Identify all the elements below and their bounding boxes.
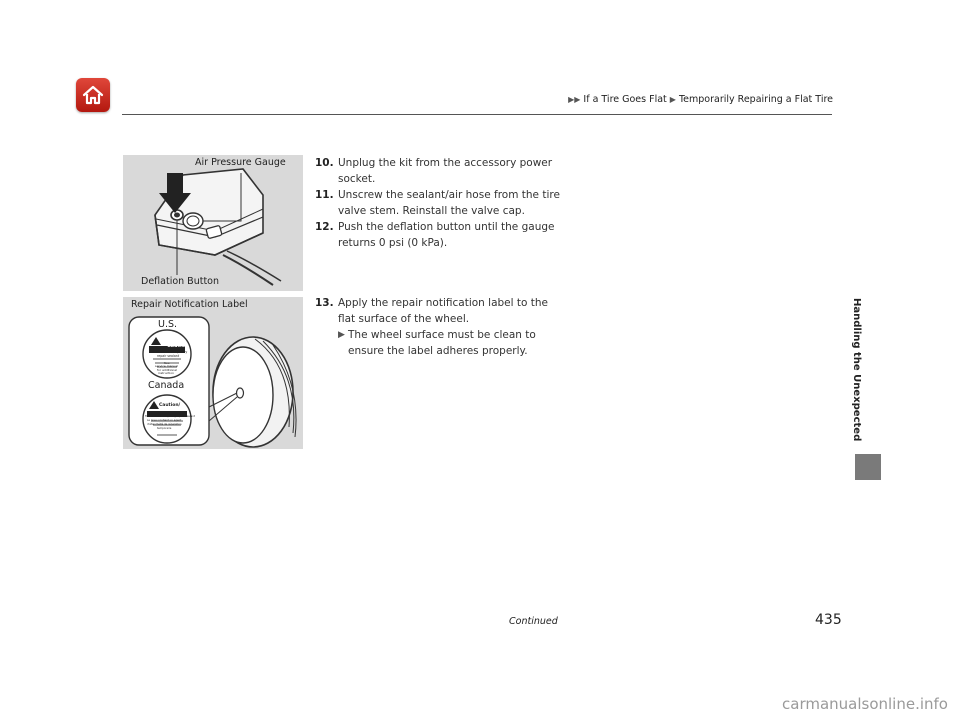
step-text: Unplug the kit from the accessory power socket.: [338, 157, 553, 185]
header-rule: [122, 114, 832, 115]
step-number: 13.: [315, 297, 334, 309]
deflation-button-label: Deflation Button: [141, 276, 220, 287]
note-text: The wheel surface must be clean to ensure the label adheres properly.: [348, 329, 536, 357]
step-number: 11.: [315, 189, 334, 201]
step-text: Push the deflation button until the gauge returns 0 psi (0 kPa).: [338, 221, 555, 249]
breadcrumb-item[interactable]: Temporarily Repairing a Flat Tire: [678, 94, 833, 105]
step-number: 10.: [315, 157, 334, 169]
air-pressure-gauge-label: Air Pressure Gauge: [195, 157, 286, 168]
step-11: [315, 187, 560, 219]
watermark: carmanualsonline.info: [782, 695, 948, 713]
step-note: [338, 327, 553, 359]
breadcrumb-item[interactable]: If a Tire Goes Flat: [583, 94, 667, 105]
us-sticker-line: Tire contains temporary: [149, 350, 188, 354]
page-number: 435: [815, 612, 842, 628]
breadcrumb-arrow-icon: ▶: [669, 95, 676, 104]
us-sticker-caution: Caution: [167, 343, 189, 349]
ca-sticker-line: d'étanchéité de réparation: [147, 423, 182, 426]
us-sticker-line: for additional: [157, 368, 177, 372]
continued-label: Continued: [509, 616, 558, 627]
repair-label-illustration: [123, 297, 303, 449]
section-tab-marker: [855, 454, 881, 480]
us-sticker-line: See: [164, 361, 170, 365]
breadcrumb: [568, 94, 833, 105]
us-sticker-line: service manual: [155, 364, 178, 368]
ca-sticker-attention: Attention: [159, 408, 184, 413]
step-13: [315, 295, 560, 357]
breadcrumb-arrow-icon: ▶▶: [568, 95, 581, 104]
section-tab[interactable]: Handling the Unexpected: [851, 298, 862, 442]
canada-label: Canada: [148, 380, 185, 391]
ca-sticker-line: temporaire: [157, 427, 172, 430]
ca-sticker-caution: Caution/: [159, 403, 181, 408]
step-10: [315, 155, 560, 187]
note-arrow-icon: ▶: [338, 330, 345, 340]
home-button[interactable]: [76, 78, 110, 112]
home-icon: [81, 83, 105, 107]
us-sticker-line: instruction: [158, 371, 175, 375]
ca-sticker-line: Le pneu contient un agent: [147, 419, 182, 422]
us-label: U.S.: [158, 319, 178, 330]
step-text: Apply the repair notification label to the flat surface of the wheel.: [338, 297, 548, 325]
us-sticker-line: repair sealant: [157, 354, 180, 358]
ca-sticker-line: Tire contains temporary repair sealant: [145, 415, 195, 418]
step-text: Unscrew the sealant/air hose from the tire valve stem. Reinstall the valve cap.: [338, 189, 560, 217]
repair-notification-label-title: Repair Notification Label: [131, 299, 248, 310]
step-number: 12.: [315, 221, 334, 233]
step-12: [315, 219, 560, 251]
compressor-illustration: [123, 155, 303, 291]
